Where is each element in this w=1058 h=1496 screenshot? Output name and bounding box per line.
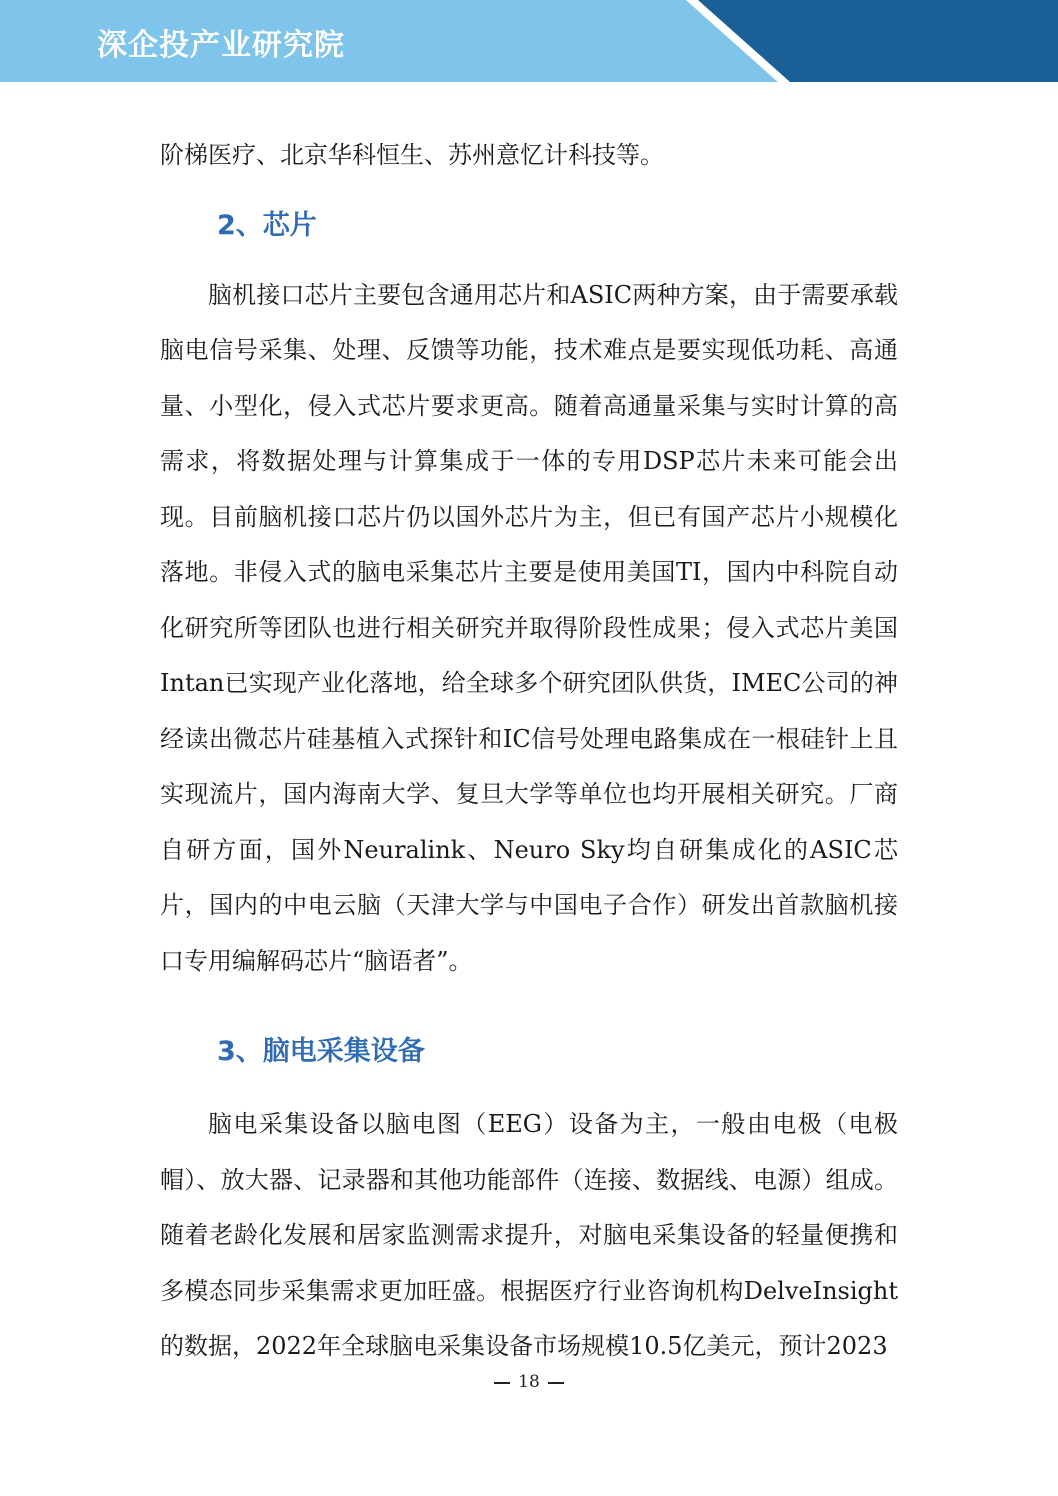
- header-title: 深企投产业研究院: [97, 28, 345, 63]
- page-footer: [0, 1372, 1058, 1392]
- paragraph-continuation: 阶梯医疗、北京华科恒生、苏州意忆计科技等。: [160, 141, 664, 169]
- paragraph-eeg-devices: 脑电采集设备以脑电图（EEG）设备为主，一般由电极（电极帽）、放大器、记录器和其他功能部件（连接、数据线、电源）组成。随着老龄化发展和居家监测需求提升，对脑电采集设备的轻量便携和多模态同步采集需求更加旺盛。根据医疗行业咨询机构DelveInsight的数据，2022年全球脑电采集设备市场规模10.5亿美元，预计2023: [160, 1110, 898, 1360]
- page-content: [160, 128, 898, 1375]
- section-heading-eeg-devices: 3、脑电采集设备: [217, 1036, 425, 1067]
- page-header: [0, 0, 1058, 82]
- page-number: 18: [518, 1372, 540, 1392]
- footer-dash-left: [494, 1382, 510, 1384]
- paragraph-chip: 脑机接口芯片主要包含通用芯片和ASIC两种方案，由于需要承载脑电信号采集、处理、反馈等功能，技术难点是要实现低功耗、高通量、小型化，侵入式芯片要求更高。随着高通量采集与实时计算的高需求，将数据处理与计算集成于一体的专用DSP芯片未来可能会出现。目前脑机接口芯片仍以国外芯片为主，但已有国产芯片小规模化落地。非侵入式的脑电采集芯片主要是使用美国TI，国内中科院自动化研究所等团队也进行相关研究并取得阶段性成果；侵入式芯片美国Intan已实现产业化落地，给全球多个研究团队供货，IMEC公司的神经读出微芯片硅基植入式探针和IC信号处理电路集成在一根硅针上且实现流片，国内海南大学、复旦大学等单位也均开展相关研究。厂商自研方面，国外Neuralink、Neuro Sky均自研集成化的ASIC芯片，国内的中电云脑（天津大学与中国电子合作）研发出首款脑机接口专用编解码芯片“脑语者”。: [160, 280, 898, 975]
- section-heading-chip: 2、芯片: [217, 209, 317, 241]
- footer-dash-right: [548, 1382, 564, 1384]
